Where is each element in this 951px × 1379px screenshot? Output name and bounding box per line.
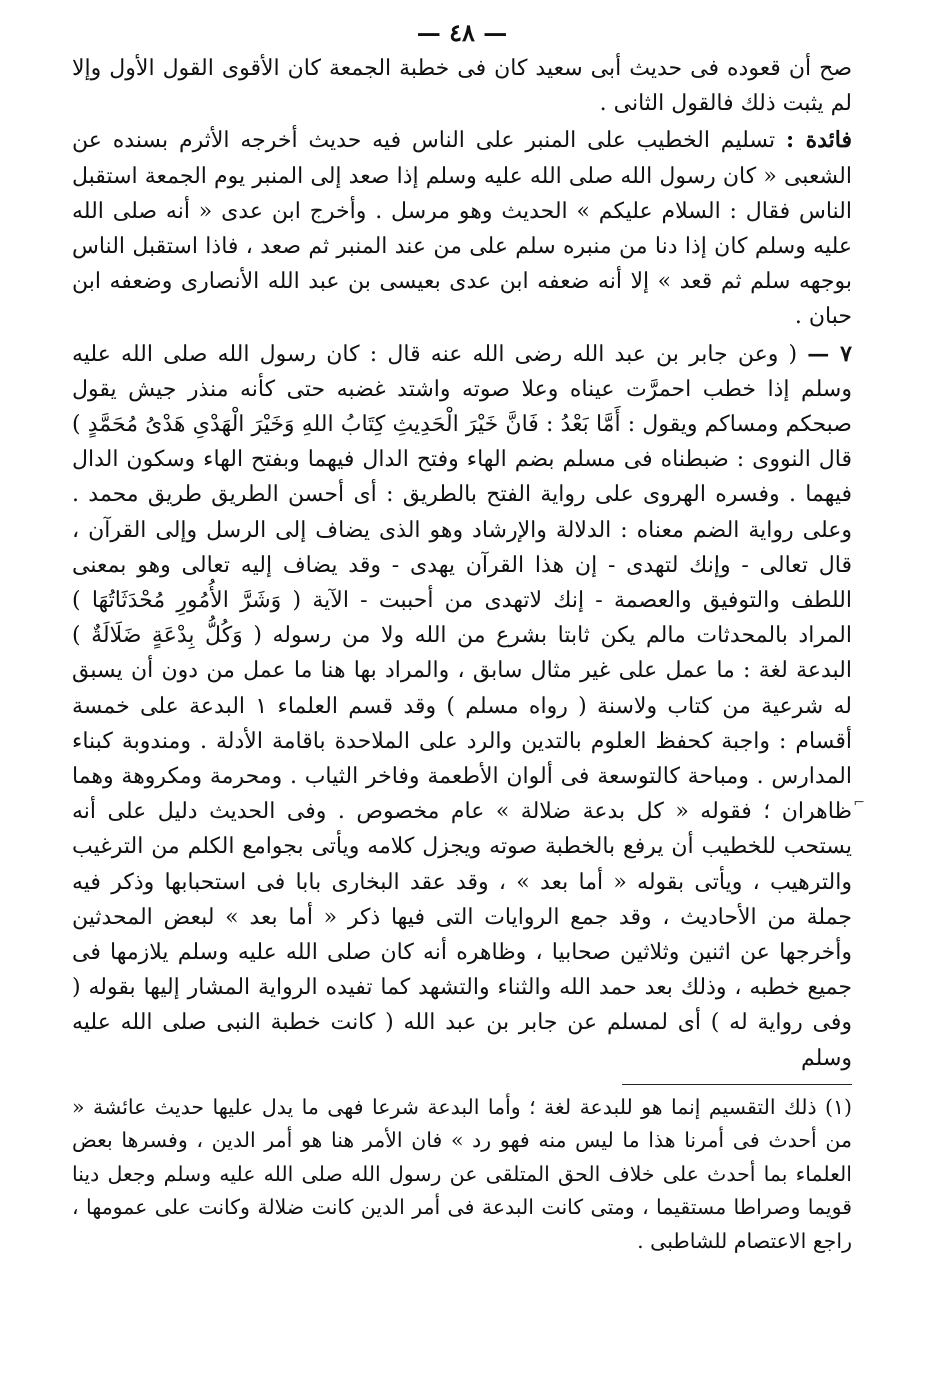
document-page [72,18,852,1258]
paragraph-benefit-text: تسليم الخطيب على المنبر على الناس فيه حديث أخرجه الأثرم بسنده عن الشعبى « كان رسول الله صلى الله عليه وسلم إذا صعد إلى المنبر يوم الجمعة استقبل الناس فقال : السلام عليكم » الحديث وهو مرسل . وأخرج ابن عدى « أنه صلى الله عليه وسلم كان إذا دنا من منبره سلم على من عند المنبر ثم صعد ، فاذا استقبل الناس بوجهه سلم ثم قعد » إلا أنه ضعفه ابن عدى بعيسى بن عبد الله الأنصارى وضعفه ابن حبان . [72,128,852,330]
page-number: — ٤٨ — [416,18,508,47]
benefit-label: فائدة : [785,127,852,154]
paragraph-benefit [72,123,852,334]
paragraph-opening [72,51,852,121]
footnote-divider [622,1084,852,1085]
paragraph-hadith-7-text: ( وعن جابر بن عبد الله رضى الله عنه قال : كان رسول الله صلى الله عليه وسلم إذا خطب احمرَّت عيناه وعلا صوته واشتد غضبه حتى كأنه منذر جيش يقول صبحكم ومساكم ويقول : أَمَّا بَعْدُ : فَانَّ خَيْرَ الْحَدِيثِ كِتَابُ اللهِ وَخَيْرَ الْهَدْىِ هَدْىُ مُحَمَّدٍ ) قال النووى : ضبطناه فى مسلم بضم الهاء وفتح الدال فيهما وبفتح الهاء وسكون الدال فيهما . وفسره الهروى على رواية الفتح بالطريق : أى أحسن الطريق طريق محمد . وعلى رواية الضم معناه : الدلالة والإرشاد وهو الذى يضاف إلى الرسل وإلى القرآن ، قال تعالى - وإنك لتهدى - إن هذا القرآن يهدى - وقد يضاف إليه تعالى وهو بمعنى اللطف والتوفيق والعصمة - إنك لاتهدى من أحببت - الآية ( وَشَرَّ الأُمُورِ مُحْدَثَاتُهَا ) المراد بالمحدثات مالم يكن ثابتا بشرع من الله ولا من رسوله ( وَكُلُّ بِدْعَةٍ ضَلَالَةٌ ) البدعة لغة : ما عمل على غير مثال سابق ، والمراد بها هنا ما عمل من دون أن يسبق له شرعية من كتاب ولاسنة ( رواه مسلم ) وقد قسم العلماء ١ البدعة على خمسة أقسام : واجبة كحفظ العلوم بالتدين والرد على الملاحدة باقامة الأدلة . ومندوبة كبناء المدارس . ومباحة كالتوسعة فى ألوان الأطعمة وفاخر الثياب . ومحرمة ومكروهة وهما ظاهران ؛ فقوله « كل بدعة ضلالة » عام مخصوص . وفى الحديث دليل على أنه يستحب للخطيب أن يرفع بالخطبة صوته ويجزل كلامه ويأتى بجوامع الكلم من الترغيب والترهيب ، ويأتى بقوله « أما بعد » ، وقد عقد البخارى بابا فى استحبابها وذكر فيه جملة من الأحاديث ، وقد جمع الروايات التى فيها ذكر « أما بعد » لبعض المحدثين وأخرجها عن اثنين وثلاثين صحابيا ، وظاهره أنه كان صلى الله عليه وسلم يلازمها فى جميع خطبه ، وذلك بعد حمد الله والثناء والتشهد كما تفيده الرواية المشار إليها بقوله ( وفى رواية له ) أى لمسلم عن جابر بن عبد الله ( كانت خطبة النبى صلى الله عليه وسلم [72,341,853,1071]
paragraph-opening-text: صح أن قعوده فى حديث أبى سعيد كان فى خطبة الجمعة كان الأقوى القول الأول وإلا لم يثبت ذلك فالقول الثانى . [72,56,852,117]
footnote: (١) ذلك التقسيم إنما هو للبدعة لغة ؛ وأما البدعة شرعا فهى ما يدل عليها حديث عائشة « من أحدث فى أمرنا هذا ما ليس منه فهو رد » فان الأمر هنا هو أمر الدين ، وفسرها بعض العلماء بما أحدث على خلاف الحق المتلقى عن رسول الله صلى الله عليه وسلم وجعل دينا قويما وصراطا مستقيما ، ومتى كانت البدعة فى أمر الدين كانت ضلالة وكانت على عمومها ، راجع الاعتصام للشاطبى . [72,1094,852,1253]
hadith-number: ٧ — [807,340,852,367]
margin-mark: ⌐ [853,795,865,811]
paragraph-hadith-7 [72,337,852,1076]
